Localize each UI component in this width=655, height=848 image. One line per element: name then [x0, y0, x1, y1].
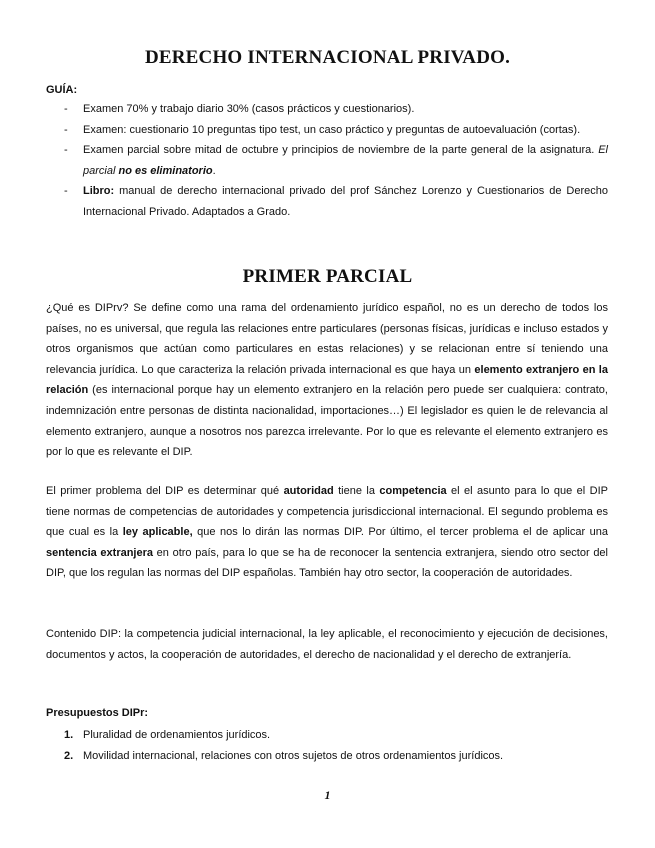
presupuestos-item [64, 725, 608, 746]
paragraph-content: Contenido DIP: la competencia judicial internacional, la ley aplicable, el reconocimiento y ejecución de decisiones, documentos y actos, la cooperación de autoridades, el derecho de nacionalidad y el derecho de extranjería. [46, 628, 608, 661]
guide-list [64, 99, 608, 222]
guide-item [64, 120, 608, 141]
guide-label: GUÍA: [46, 84, 78, 96]
paragraph-text: el el asunto para lo que el DIP tiene normas de competencias de autoridades y competencia jurisdiccional internacional. El segundo problema es que cual es la [46, 485, 608, 539]
presupuestos-item-text: Pluralidad de ordenamientos jurídicos. [83, 729, 271, 741]
item-number: 2. [64, 749, 74, 762]
paragraph-bold: ley aplicable, [122, 526, 193, 539]
presupuestos-list [64, 725, 608, 766]
paragraph-text: que nos lo dirán las normas DIP. Por último, el tercer problema el de aplicar una [192, 526, 608, 539]
bullet-dash: - [64, 123, 68, 136]
item-number: 1. [64, 729, 74, 741]
guide-item-text: Examen parcial sobre mitad de octubre y principios de noviembre de la parte general de la asignatura. [83, 144, 599, 156]
presupuestos-label: Presupuestos DIPr: [46, 707, 149, 719]
guide-item-bold: Libro: [83, 185, 115, 197]
guide-item-text: manual de derecho internacional privado del prof Sánchez Lorenzo y Cuestionarios de Derecho Internacional Privado. Adaptados a Grado. [83, 185, 608, 218]
paragraph-text: tiene la [333, 485, 380, 497]
paragraph-text: El primer problema del DIP es determinar qué [46, 485, 284, 497]
paragraph-problems [46, 481, 608, 584]
presupuestos-item-text: Movilidad internacional, relaciones con otros sujetos de otros ordenamientos jurídicos. [83, 749, 504, 762]
guide-item-text: Examen: cuestionario 10 preguntas tipo test, un caso práctico y preguntas de autoevaluación (cortas). [83, 123, 581, 136]
paragraph-bold: sentencia extranjera [46, 546, 154, 559]
section-title: PRIMER PARCIAL [242, 266, 413, 287]
guide-item-after: . [212, 164, 216, 177]
guide-item [64, 181, 608, 222]
guide-item-italic: El parcial [83, 144, 608, 177]
paragraph-bold: competencia [379, 485, 447, 497]
guide-item-bold-italic: no es eliminatorio [118, 164, 213, 177]
bullet-dash: - [64, 144, 68, 156]
document-title: DERECHO INTERNACIONAL PRIVADO. [144, 47, 511, 68]
paragraph-text: ¿Qué es DIPrv? Se define como una rama del ordenamiento jurídico español, no es un derecho de todos los países, no es universal, que regula las relaciones entre particulares (personas físicas, jurídicas e incluso estados y otros organismos que actúan como particulares en estas relaciones) y se relacionan entre sí teniendo una relevancia jurídica. Lo que caracteriza la relación privada internacional es que haya un [46, 302, 608, 376]
guide-item [64, 140, 608, 181]
guide-item-text: Examen 70% y trabajo diario 30% (casos prácticos y cuestionarios). [83, 103, 415, 115]
bullet-dash: - [64, 185, 68, 197]
presupuestos-item [64, 746, 608, 767]
paragraph-intro [46, 298, 608, 463]
bullet-dash: - [64, 103, 68, 115]
paragraph-text: (es internacional porque hay un elemento extranjero en la relación pero puede ser cualquiera: contrato, indemnización entre personas de distinta nacionalidad, importaciones…) El legislador es quien le de relevancia al elemento extranjero, aunque a nosotros nos parezca irrelevante. Por lo que es relevante el elemento extranjero es por lo que es relevante el DIP. [46, 384, 608, 459]
page-number: 1 [324, 788, 331, 802]
paragraph-bold: autoridad [283, 485, 334, 497]
paragraph-bold: elemento extranjero en la relación [46, 363, 608, 397]
paragraph-text: en otro país, para lo que se ha de reconocer la sentencia extranjera, siendo otro sector del DIP, que los regulan las normas del DIP españolas. También hay otro sector, la cooperación de autoridades. [46, 546, 608, 580]
guide-item [64, 99, 608, 120]
